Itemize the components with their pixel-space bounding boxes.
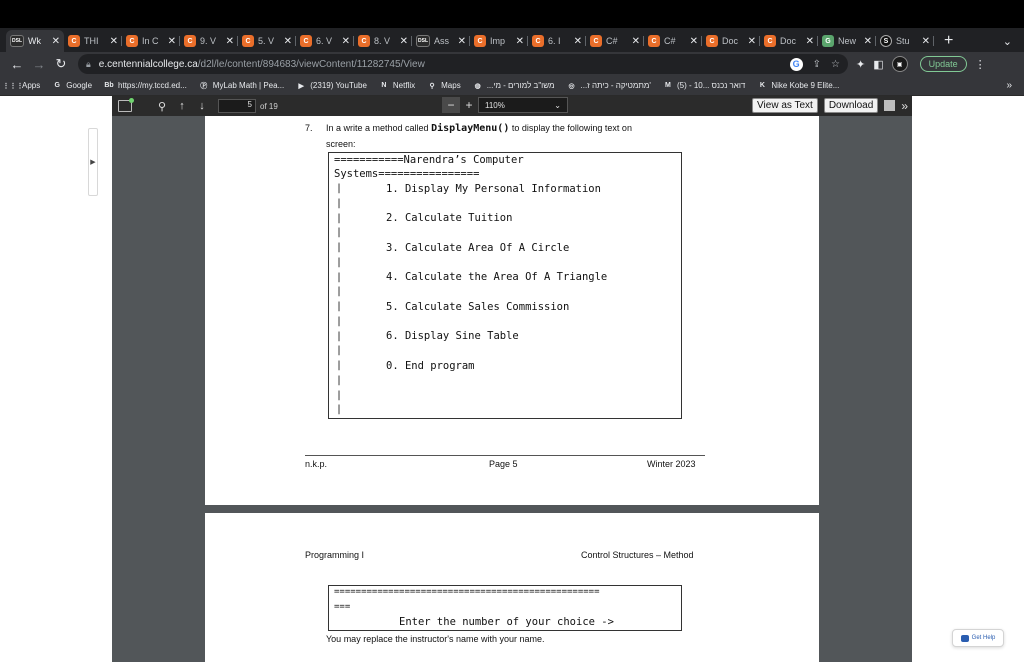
tab-title: THI bbox=[84, 36, 99, 46]
lock-icon[interactable]: 🔒︎ bbox=[86, 58, 91, 69]
menu-option: 1. Display My Personal Information bbox=[386, 183, 601, 195]
thumbnails-icon[interactable] bbox=[118, 100, 132, 112]
bookmark-label: Nike Kobe 9 Elite... bbox=[771, 81, 840, 90]
tab-favicon-icon: DSL bbox=[416, 35, 430, 47]
extensions-icon[interactable]: ✦ bbox=[856, 58, 866, 71]
close-tab-icon[interactable]: ✕ bbox=[573, 35, 582, 47]
download-button[interactable]: Download bbox=[824, 98, 878, 113]
get-help-label: Get Help bbox=[971, 635, 996, 641]
question-text bbox=[326, 123, 726, 134]
browser-tab[interactable] bbox=[702, 30, 760, 52]
browser-tab[interactable] bbox=[180, 30, 238, 52]
code-pipe: | bbox=[336, 198, 343, 209]
tab-favicon-icon: C bbox=[474, 35, 486, 47]
menu-code-box bbox=[328, 152, 682, 419]
bookmark-item[interactable] bbox=[427, 81, 461, 91]
close-tab-icon[interactable]: ✕ bbox=[167, 35, 176, 47]
url-host: e.centennialcollege.ca bbox=[98, 58, 198, 70]
tab-favicon-icon: C bbox=[126, 35, 138, 47]
zoom-in-button[interactable]: + bbox=[465, 98, 473, 112]
tab-title: 6. I bbox=[548, 36, 561, 46]
header-topic: Control Structures – Method bbox=[581, 550, 694, 560]
code-pipe: | bbox=[336, 242, 343, 253]
code-pipe: | bbox=[336, 375, 343, 386]
tab-title: New bbox=[838, 36, 857, 46]
tab-favicon-icon: C bbox=[68, 35, 80, 47]
question-number: 7. bbox=[305, 123, 313, 133]
address-bar[interactable] bbox=[78, 54, 848, 74]
browser-tab[interactable] bbox=[644, 30, 702, 52]
close-tab-icon[interactable]: ✕ bbox=[225, 35, 234, 47]
tab-title: C# bbox=[664, 36, 676, 46]
bookmark-label: (2319) YouTube bbox=[310, 81, 367, 90]
browser-tab[interactable] bbox=[818, 30, 876, 52]
close-tab-icon[interactable]: ✕ bbox=[747, 35, 756, 47]
code-pipe: | bbox=[336, 227, 343, 238]
menu-option: 0. End program bbox=[386, 360, 475, 372]
chat-icon bbox=[961, 635, 969, 642]
back-icon[interactable]: ← bbox=[10, 56, 24, 72]
tab-favicon-icon: C bbox=[764, 35, 776, 47]
tab-favicon-icon: C bbox=[648, 35, 660, 47]
tab-title: Doc bbox=[722, 36, 739, 46]
bookmark-favicon-icon: N bbox=[381, 82, 387, 89]
tab-title: Wk bbox=[28, 36, 41, 46]
bookmark-label: MyLab Math | Pea... bbox=[212, 81, 285, 90]
bookmark-item[interactable] bbox=[104, 81, 187, 91]
tab-title: 5. V bbox=[258, 36, 275, 46]
code-pipe: | bbox=[336, 316, 343, 327]
arrow-up-icon[interactable]: ↑ bbox=[179, 100, 185, 112]
bookmarks-bar bbox=[0, 76, 1024, 96]
tab-title: 8. V bbox=[374, 36, 391, 46]
bookmark-star-icon[interactable]: ☆ bbox=[831, 58, 840, 70]
pdf-page-5 bbox=[205, 116, 819, 505]
tab-title: 6. V bbox=[316, 36, 333, 46]
browser-tab[interactable] bbox=[876, 30, 934, 52]
browser-tab[interactable] bbox=[412, 30, 470, 52]
question-continuation: screen: bbox=[326, 139, 356, 149]
code-pipe: | bbox=[336, 301, 343, 312]
tab-title: In C bbox=[142, 36, 159, 46]
url-path: /d2l/le/content/894683/viewContent/11282745/View bbox=[197, 58, 425, 70]
bookmark-label: Apps bbox=[22, 81, 41, 90]
zoom-out-button[interactable]: − bbox=[442, 97, 460, 113]
bookmark-favicon-icon: K bbox=[759, 82, 765, 89]
bookmark-item[interactable] bbox=[379, 81, 415, 91]
bookmark-favicon-icon: ▶ bbox=[298, 82, 304, 90]
view-as-text-button[interactable]: View as Text bbox=[752, 98, 818, 113]
close-tab-icon[interactable]: ✕ bbox=[109, 35, 118, 47]
bookmark-item[interactable] bbox=[52, 81, 92, 91]
forward-icon[interactable]: → bbox=[32, 56, 46, 72]
tab-title: Stu bbox=[896, 36, 910, 46]
tab-favicon-icon: G bbox=[822, 35, 834, 47]
close-tab-icon[interactable]: ✕ bbox=[399, 35, 408, 47]
close-tab-icon[interactable]: ✕ bbox=[341, 35, 350, 47]
share-icon[interactable]: ⇪ bbox=[812, 58, 822, 70]
bookmark-label: (5) - 10... דואר נכנס bbox=[676, 81, 746, 90]
header-course: Programming I bbox=[305, 550, 365, 560]
close-tab-icon[interactable]: ✕ bbox=[689, 35, 698, 47]
code-pipe: | bbox=[336, 404, 343, 415]
bookmark-label: https://my.tccd.ed... bbox=[118, 81, 187, 90]
kebab-menu-icon[interactable]: ⋮ bbox=[974, 58, 986, 71]
close-tab-icon[interactable]: ✕ bbox=[457, 35, 466, 47]
code-pipe: | bbox=[336, 272, 343, 283]
navigation-bar bbox=[0, 52, 1024, 76]
prompt-text: Enter the number of your choice -> bbox=[399, 616, 614, 628]
google-lens-icon[interactable]: G bbox=[790, 58, 803, 71]
right-margin bbox=[912, 96, 1024, 662]
bookmark-label: Google bbox=[66, 81, 93, 90]
tab-title: C# bbox=[606, 36, 618, 46]
prompt-rule-line: ================================================= bbox=[334, 587, 600, 597]
menu-option: 5. Calculate Sales Commission bbox=[386, 301, 570, 313]
menu-option: 4. Calculate the Area Of A Triangle bbox=[386, 271, 608, 283]
tab-title: Doc bbox=[780, 36, 797, 46]
zoom-control bbox=[442, 97, 568, 113]
code-pipe: | bbox=[336, 331, 343, 342]
footer-author: n.k.p. bbox=[305, 459, 328, 469]
tab-favicon-icon: C bbox=[358, 35, 370, 47]
arrow-down-icon[interactable]: ↓ bbox=[199, 100, 205, 112]
code-pipe: | bbox=[336, 345, 343, 356]
pdf-toolbar bbox=[112, 96, 912, 116]
tab-favicon-icon: S bbox=[880, 35, 892, 47]
bookmark-favicon-icon: M bbox=[665, 82, 671, 89]
question-prefix: In a write a method called bbox=[326, 123, 429, 133]
browser-tab[interactable] bbox=[586, 30, 644, 52]
more-tools-button[interactable]: » bbox=[901, 98, 908, 113]
bookmark-label: Maps bbox=[441, 81, 461, 90]
bookmark-item[interactable] bbox=[473, 81, 555, 91]
tab-favicon-icon: C bbox=[532, 35, 544, 47]
browser-tab[interactable] bbox=[470, 30, 528, 52]
code-pipe: | bbox=[336, 257, 343, 268]
tab-title: 9. V bbox=[200, 36, 217, 46]
bookmark-favicon-icon: ◎ bbox=[568, 82, 575, 90]
footer-divider bbox=[305, 455, 705, 456]
close-tab-icon[interactable]: ✕ bbox=[51, 35, 60, 47]
browser-tab[interactable] bbox=[122, 30, 180, 52]
chevron-right-icon: ▶ bbox=[90, 159, 96, 166]
menu-option: 6. Display Sine Table bbox=[386, 330, 519, 342]
bookmark-item[interactable] bbox=[567, 81, 651, 91]
close-tab-icon[interactable]: ✕ bbox=[515, 35, 524, 47]
footer-page-number: Page 5 bbox=[489, 459, 518, 469]
page-number-input[interactable]: 5 bbox=[218, 99, 256, 113]
search-icon[interactable]: ⚲ bbox=[157, 100, 167, 113]
collapse-panel-handle[interactable] bbox=[88, 128, 98, 196]
tab-strip bbox=[0, 28, 1024, 52]
update-button[interactable]: Update bbox=[920, 56, 967, 72]
bookmark-item[interactable] bbox=[296, 81, 367, 91]
fullscreen-icon[interactable] bbox=[884, 100, 895, 111]
close-tab-icon[interactable]: ✕ bbox=[863, 35, 872, 47]
close-tab-icon[interactable]: ✕ bbox=[283, 35, 292, 47]
close-tab-icon[interactable]: ✕ bbox=[631, 35, 640, 47]
bookmark-item[interactable] bbox=[2, 81, 41, 91]
code-pipe: | bbox=[336, 390, 343, 401]
tab-title: Ass bbox=[434, 36, 450, 46]
question-suffix: to display the following text on bbox=[511, 123, 632, 133]
bookmark-label: ...משו"ב למורים - מי bbox=[486, 81, 555, 90]
zoom-value: 110% bbox=[485, 100, 505, 110]
bookmark-favicon-icon: ◍ bbox=[474, 82, 481, 90]
browser-tab[interactable] bbox=[528, 30, 586, 52]
bookmark-item[interactable] bbox=[663, 81, 745, 91]
browser-tab[interactable] bbox=[238, 30, 296, 52]
bookmark-label: Netflix bbox=[392, 81, 416, 90]
tab-favicon-icon: C bbox=[300, 35, 312, 47]
code-header-line-1: ===========Narendra’s Computer bbox=[334, 154, 524, 166]
profile-avatar[interactable]: ▣ bbox=[892, 56, 908, 72]
code-pipe: | bbox=[336, 213, 343, 224]
tab-favicon-icon: C bbox=[242, 35, 254, 47]
browser-tab[interactable] bbox=[354, 30, 412, 52]
get-help-button[interactable] bbox=[952, 629, 1004, 647]
top-black-bar bbox=[0, 0, 1024, 28]
new-tab-button[interactable]: + bbox=[944, 32, 954, 49]
tab-favicon-icon: DSL bbox=[10, 35, 24, 47]
method-name: DisplayMenu() bbox=[431, 123, 510, 134]
code-pipe: | bbox=[336, 360, 343, 371]
close-tab-icon[interactable]: ✕ bbox=[805, 35, 814, 47]
zoom-select[interactable] bbox=[478, 97, 568, 113]
bookmark-item[interactable] bbox=[757, 81, 839, 91]
menu-option: 3. Calculate Area Of A Circle bbox=[386, 242, 570, 254]
menu-option: 2. Calculate Tuition bbox=[386, 212, 513, 224]
bookmark-favicon-icon: ⋮⋮⋮ bbox=[2, 82, 24, 90]
bookmark-label: ...מתמטיקה - כיתה ז' bbox=[580, 81, 651, 90]
footer-term: Winter 2023 bbox=[647, 459, 696, 469]
tab-favicon-icon: C bbox=[184, 35, 196, 47]
code-header-line-2: Systems================ bbox=[334, 168, 480, 180]
tab-title: Imp bbox=[490, 36, 506, 46]
side-panel-icon[interactable]: ◧ bbox=[873, 58, 884, 71]
instructor-note: You may replace the instructor's name with your name. bbox=[326, 634, 545, 644]
bookmark-item[interactable] bbox=[199, 81, 284, 91]
tab-favicon-icon: C bbox=[590, 35, 602, 47]
browser-tab[interactable] bbox=[6, 30, 64, 52]
code-pipe: | bbox=[336, 286, 343, 297]
bookmark-favicon-icon: Bb bbox=[104, 82, 114, 89]
pdf-page-6 bbox=[205, 513, 819, 662]
chevron-down-icon: ⌄ bbox=[554, 100, 561, 110]
bookmark-favicon-icon: ⚲ bbox=[429, 82, 435, 90]
tab-search-icon[interactable]: ⌄ bbox=[1002, 35, 1012, 48]
bookmark-favicon-icon: G bbox=[54, 82, 60, 89]
browser-tab[interactable] bbox=[760, 30, 818, 52]
browser-tab[interactable] bbox=[296, 30, 354, 52]
prompt-code-box bbox=[328, 585, 682, 631]
bookmark-favicon-icon: Ⓟ bbox=[200, 82, 208, 90]
browser-tab[interactable] bbox=[64, 30, 122, 52]
page-total: of 19 bbox=[260, 101, 278, 111]
code-pipe: | bbox=[336, 183, 343, 194]
bookmarks-overflow-button[interactable]: » bbox=[1006, 80, 1012, 91]
reload-icon[interactable]: ↻ bbox=[55, 56, 67, 71]
tab-favicon-icon: C bbox=[706, 35, 718, 47]
prompt-rule-line-2: === bbox=[334, 602, 351, 612]
close-tab-icon[interactable]: ✕ bbox=[921, 35, 930, 47]
